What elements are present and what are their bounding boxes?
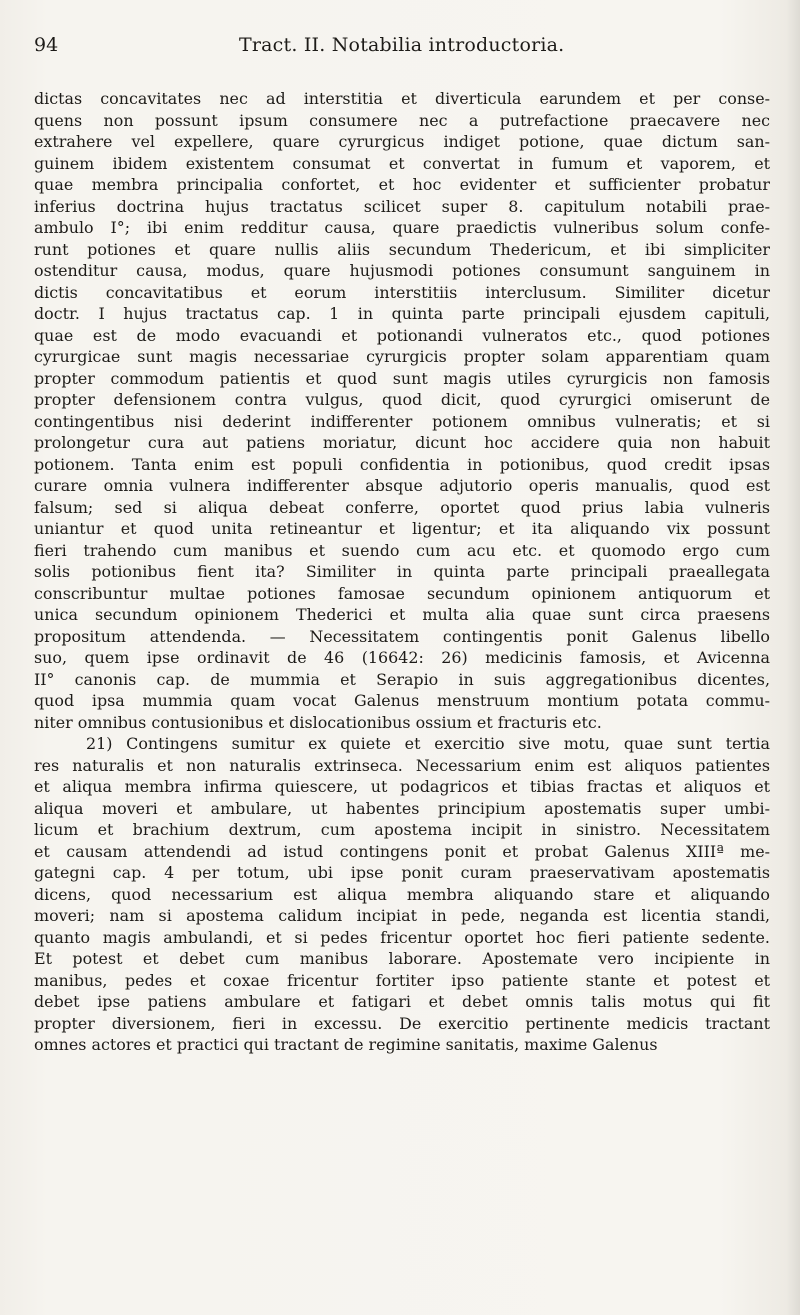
text-line: guinem ibidem existentem consumat et convertat in fumum et vaporem, et (34, 153, 770, 173)
text-line: inferius doctrina hujus tractatus scilicet super 8. capitulum notabili prae- (34, 196, 770, 216)
text-line: quens non possunt ipsum consumere nec a putrefactione praecavere nec (34, 110, 770, 130)
text-line: fieri trahendo cum manibus et suendo cum acu etc. et quomodo ergo cum (34, 540, 770, 560)
paragraph (34, 88, 770, 733)
text-line: et aliqua membra infirma quiescere, ut podagricos et tibias fractas et aliquos et (34, 777, 770, 796)
page-header (34, 28, 770, 68)
text-line: quod ipsa mummia quam vocat Galenus menstruum montium potata commu- (34, 691, 770, 710)
running-title: Tract. II. Notabilia introductoria. (239, 34, 565, 56)
paragraph (34, 733, 770, 1056)
text-line: unica secundum opinionem Thederici et multa alia quae sunt circa praesens (34, 605, 770, 624)
text-line: propter commodum patientis et quod sunt magis utiles cyrurgicis non famosis (34, 368, 770, 388)
text-line: res naturalis et non naturalis extrinseca. Necessarium enim est aliquos patientes (34, 755, 770, 775)
text-line: dictis concavitatibus et eorum interstitiis interclusum. Similiter dicetur (34, 282, 770, 302)
text-line: propositum attendenda. — Necessitatem contingentis ponit Galenus libello (34, 626, 770, 646)
text-line: omnes actores et practici qui tractant de regimine sanitatis, maxime Galenus (34, 1035, 658, 1054)
text-line: Et potest et debet cum manibus laborare. Apostemate vero incipiente in (34, 949, 770, 968)
text-line: ostenditur causa, modus, quare hujusmodi potiones consumunt sanguinem in (34, 261, 770, 280)
text-line: 21) Contingens sumitur ex quiete et exercitio sive motu, quae sunt tertia (86, 734, 770, 753)
text-line: extrahere vel expellere, quare cyrurgicus indiget potione, quae dictum san- (34, 132, 770, 151)
text-line: suo, quem ipse ordinavit de 46 (16642: 26) medicinis famosis, et Avicenna (34, 648, 770, 667)
text-line: moveri; nam si apostema calidum incipiat in pede, neganda est licentia standi, (34, 906, 770, 925)
text-line: aliqua moveri et ambulare, ut habentes principium apostematis super umbi- (34, 798, 770, 818)
text-line: curare omnia vulnera indifferenter absque adjutorio operis manualis, quod est (34, 476, 770, 495)
text-line: licum et brachium dextrum, cum apostema incipit in sinistro. Necessitatem (34, 820, 770, 839)
text-line: conscribuntur multae potiones famosae secundum opinionem antiquorum et (34, 583, 770, 603)
text-line: solis potionibus fient ita? Similiter in quinta parte principali praeallegata (34, 562, 770, 581)
text-line: gategni cap. 4 per totum, ubi ipse ponit curam praeservativam apostematis (34, 863, 770, 882)
text-line: ambulo I°; ibi enim redditur causa, quare praedictis vulneribus solum confe- (34, 218, 770, 237)
text-line: propter diversionem, fieri in excessu. De exercitio pertinente medicis tractant (34, 1013, 770, 1033)
text-line: dicens, quod necessarium est aliqua membra aliquando stare et aliquando (34, 884, 770, 904)
text-line: et causam attendendi ad istud contingens ponit et probat Galenus XIIIª me- (34, 841, 770, 861)
text-line: quanto magis ambulandi, et si pedes fricentur oportet hoc fieri patiente sedente. (34, 927, 770, 947)
text-line: runt potiones et quare nullis aliis secundum Thedericum, et ibi simpliciter (34, 239, 770, 259)
text-line: contingentibus nisi dederint indifferenter potionem omnibus vulneratis; et si (34, 411, 770, 431)
text-line: falsum; sed si aliqua debeat conferre, oportet quod prius labia vulneris (34, 497, 770, 517)
text-line: II° canonis cap. de mummia et Serapio in suis aggregationibus dicentes, (34, 669, 770, 689)
text-line: propter defensionem contra vulgus, quod dicit, quod cyrurgici omiserunt de (34, 390, 770, 409)
text-line: uniantur et quod unita retineantur et ligentur; et ita aliquando vix possunt (34, 519, 770, 538)
text-line: potionem. Tanta enim est populi confidentia in potionibus, quod credit ipsas (34, 454, 770, 474)
text-line: prolongetur cura aut patiens moriatur, dicunt hoc accidere quia non habuit (34, 433, 770, 452)
text-line: quae membra principalia confortet, et hoc evidenter et sufficienter probatur (34, 175, 770, 194)
text-line: niter omnibus contusionibus et dislocationibus ossium et fracturis etc. (34, 712, 602, 732)
text-line: debet ipse patiens ambulare et fatigari et debet omnis talis motus qui fit (34, 992, 770, 1011)
page-edge-shadow (786, 0, 800, 1315)
text-line: quae est de modo evacuandi et potionandi vulneratos etc., quod potiones (34, 325, 770, 345)
text-line: cyrurgicae sunt magis necessariae cyrurgicis propter solam apparentiam quam (34, 347, 770, 366)
text-line: manibus, pedes et coxae fricentur fortiter ipso patiente stante et potest et (34, 970, 770, 990)
page-body (34, 88, 770, 1056)
text-line: doctr. I hujus tractatus cap. 1 in quinta parte principali ejusdem capituli, (34, 304, 770, 323)
page-number: 94 (34, 34, 59, 56)
text-line: dictas concavitates nec ad interstitia et diverticula earundem et per conse- (34, 89, 770, 108)
